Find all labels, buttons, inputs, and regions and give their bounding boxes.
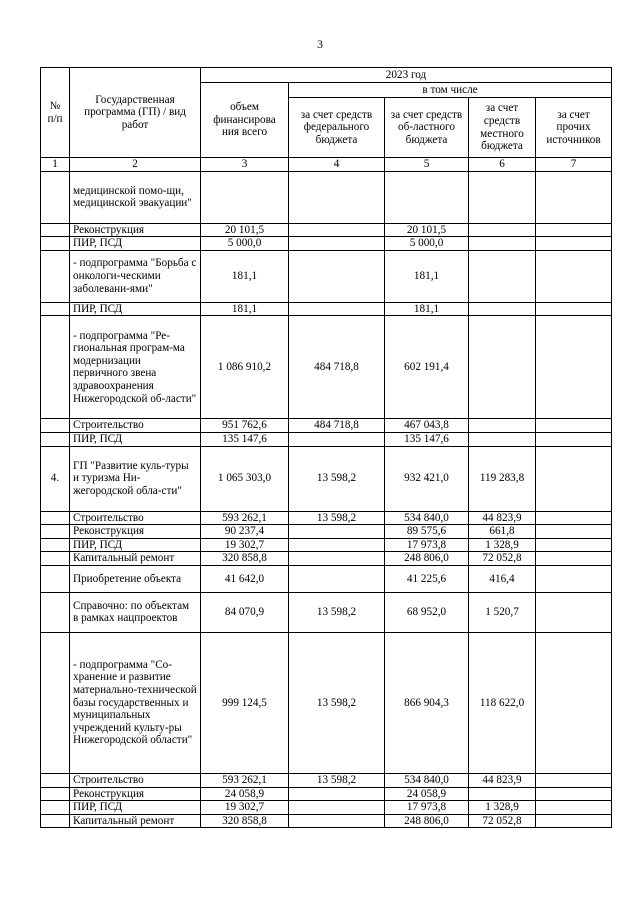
table-row (41, 511, 612, 525)
row-number: 4. (41, 446, 70, 511)
header-total: объем финансирова ния всего (201, 83, 289, 158)
row-name: ПИР, ПСД (70, 237, 201, 251)
row-name: ГП "Развитие куль-туры и туризма Ни-жегородской обла-сти" (70, 446, 201, 511)
cell-total: 320 858,8 (201, 552, 289, 566)
table-row (41, 538, 612, 552)
cell-local (469, 787, 536, 801)
row-number (41, 632, 70, 773)
cell-local (469, 316, 536, 419)
row-number (41, 223, 70, 237)
cell-other (536, 801, 612, 815)
cell-other (536, 302, 612, 316)
cell-regional: 181,1 (385, 250, 469, 302)
cell-federal (289, 814, 385, 828)
table-row (41, 171, 612, 223)
cell-local: 72 052,8 (469, 552, 536, 566)
table-row (41, 432, 612, 446)
row-number (41, 316, 70, 419)
cell-other (536, 250, 612, 302)
row-name: Строительство (70, 511, 201, 525)
cell-total: 20 101,5 (201, 223, 289, 237)
row-number (41, 814, 70, 828)
table-row (41, 814, 612, 828)
cell-other (536, 773, 612, 787)
col-number: 6 (469, 158, 536, 172)
cell-total: 1 065 303,0 (201, 446, 289, 511)
cell-regional: 20 101,5 (385, 223, 469, 237)
cell-regional: 17 973,8 (385, 538, 469, 552)
cell-regional (385, 171, 469, 223)
cell-total: 41 642,0 (201, 565, 289, 592)
row-name: - подпрограмма "Со-хранение и развитие материально-технической базы государственных и муниципальных учреждений культу-ры Нижегородской области" (70, 632, 201, 773)
row-number (41, 525, 70, 539)
cell-local (469, 250, 536, 302)
row-number (41, 538, 70, 552)
cell-other (536, 565, 612, 592)
cell-regional: 17 973,8 (385, 801, 469, 815)
cell-other (536, 223, 612, 237)
cell-local (469, 171, 536, 223)
cell-federal: 13 598,2 (289, 592, 385, 632)
row-name: Приобретение объекта (70, 565, 201, 592)
row-number (41, 511, 70, 525)
row-name: Капитальный ремонт (70, 552, 201, 566)
cell-local: 119 283,8 (469, 446, 536, 511)
cell-federal: 484 718,8 (289, 316, 385, 419)
cell-federal (289, 250, 385, 302)
cell-other (536, 432, 612, 446)
cell-federal: 13 598,2 (289, 773, 385, 787)
cell-federal (289, 171, 385, 223)
header-no: № п/п (41, 68, 70, 158)
cell-other (536, 446, 612, 511)
cell-local: 44 823,9 (469, 511, 536, 525)
cell-local (469, 223, 536, 237)
cell-local: 44 823,9 (469, 773, 536, 787)
row-name: - подпрограмма "Ре-гиональная програм-ма модернизации первичного звена здравоохранения Нижегородской об-ласти" (70, 316, 201, 419)
cell-other (536, 538, 612, 552)
table-row (41, 552, 612, 566)
col-number: 2 (70, 158, 201, 172)
cell-regional: 248 806,0 (385, 814, 469, 828)
cell-regional: 534 840,0 (385, 773, 469, 787)
row-name: ПИР, ПСД (70, 432, 201, 446)
cell-federal: 13 598,2 (289, 632, 385, 773)
cell-total: 1 086 910,2 (201, 316, 289, 419)
cell-other (536, 525, 612, 539)
row-name: медицинской помо-щи, медицинской эвакуации" (70, 171, 201, 223)
row-number (41, 592, 70, 632)
row-name: Реконструкция (70, 787, 201, 801)
cell-federal (289, 237, 385, 251)
cell-regional: 5 000,0 (385, 237, 469, 251)
row-number (41, 432, 70, 446)
cell-regional: 534 840,0 (385, 511, 469, 525)
row-number (41, 250, 70, 302)
cell-total: 135 147,6 (201, 432, 289, 446)
cell-total: 90 237,4 (201, 525, 289, 539)
table-row (41, 632, 612, 773)
cell-total: 19 302,7 (201, 538, 289, 552)
row-number (41, 552, 70, 566)
header-local: за счет средств местного бюджета (469, 98, 536, 158)
row-name: Строительство (70, 419, 201, 433)
cell-total: 593 262,1 (201, 773, 289, 787)
row-number (41, 565, 70, 592)
cell-regional: 467 043,8 (385, 419, 469, 433)
cell-total: 999 124,5 (201, 632, 289, 773)
col-number: 3 (201, 158, 289, 172)
cell-local (469, 419, 536, 433)
row-name: Реконструкция (70, 223, 201, 237)
row-name: Капитальный ремонт (70, 814, 201, 828)
col-number: 4 (289, 158, 385, 172)
table-row (41, 592, 612, 632)
cell-federal: 13 598,2 (289, 511, 385, 525)
cell-local: 118 622,0 (469, 632, 536, 773)
cell-local: 661,8 (469, 525, 536, 539)
table-row (41, 419, 612, 433)
cell-total (201, 171, 289, 223)
cell-local: 72 052,8 (469, 814, 536, 828)
cell-total: 5 000,0 (201, 237, 289, 251)
cell-total: 320 858,8 (201, 814, 289, 828)
table-row (41, 801, 612, 815)
row-number (41, 302, 70, 316)
cell-federal (289, 223, 385, 237)
cell-total: 181,1 (201, 302, 289, 316)
cell-regional: 135 147,6 (385, 432, 469, 446)
table-row (41, 237, 612, 251)
table-body (41, 171, 612, 828)
cell-local: 1 520,7 (469, 592, 536, 632)
cell-federal (289, 432, 385, 446)
row-number (41, 237, 70, 251)
cell-total: 593 262,1 (201, 511, 289, 525)
row-number (41, 171, 70, 223)
table-row (41, 773, 612, 787)
table-row (41, 223, 612, 237)
page-number: 3 (317, 37, 323, 51)
table-row (41, 302, 612, 316)
row-name: ПИР, ПСД (70, 538, 201, 552)
row-name: - подпрограмма "Борьба с онкологи-ческими заболевани-ями" (70, 250, 201, 302)
row-number (41, 419, 70, 433)
row-name: ПИР, ПСД (70, 302, 201, 316)
cell-regional: 181,1 (385, 302, 469, 316)
cell-total: 24 058,9 (201, 787, 289, 801)
row-number (41, 787, 70, 801)
header-other: за счет прочих источников (536, 98, 612, 158)
cell-total: 19 302,7 (201, 801, 289, 815)
cell-other (536, 511, 612, 525)
cell-regional: 248 806,0 (385, 552, 469, 566)
cell-regional: 24 058,9 (385, 787, 469, 801)
cell-federal (289, 552, 385, 566)
cell-local: 416,4 (469, 565, 536, 592)
header-regional: за счет средств об-ластного бюджета (385, 98, 469, 158)
cell-regional: 89 575,6 (385, 525, 469, 539)
cell-total: 951 762,6 (201, 419, 289, 433)
cell-federal (289, 538, 385, 552)
col-number: 7 (536, 158, 612, 172)
cell-regional: 602 191,4 (385, 316, 469, 419)
table-row (41, 565, 612, 592)
table-row (41, 787, 612, 801)
cell-local (469, 237, 536, 251)
cell-federal (289, 525, 385, 539)
row-name: ПИР, ПСД (70, 801, 201, 815)
cell-regional: 932 421,0 (385, 446, 469, 511)
table-row (41, 250, 612, 302)
cell-total: 84 070,9 (201, 592, 289, 632)
cell-federal (289, 565, 385, 592)
cell-other (536, 171, 612, 223)
cell-regional: 68 952,0 (385, 592, 469, 632)
cell-regional: 866 904,3 (385, 632, 469, 773)
cell-other (536, 552, 612, 566)
cell-total: 181,1 (201, 250, 289, 302)
header-program: Государственная программа (ГП) / вид работ (70, 68, 201, 158)
table-row (41, 316, 612, 419)
row-number (41, 801, 70, 815)
cell-federal (289, 302, 385, 316)
row-name: Строительство (70, 773, 201, 787)
col-number: 1 (41, 158, 70, 172)
cell-other (536, 592, 612, 632)
header-year: 2023 год (201, 68, 612, 83)
cell-federal (289, 801, 385, 815)
row-number (41, 773, 70, 787)
cell-local: 1 328,9 (469, 801, 536, 815)
cell-local: 1 328,9 (469, 538, 536, 552)
cell-other (536, 787, 612, 801)
row-name: Справочно: по объектам в рамках нацпроектов (70, 592, 201, 632)
cell-other (536, 316, 612, 419)
cell-federal (289, 787, 385, 801)
cell-federal: 13 598,2 (289, 446, 385, 511)
cell-other (536, 237, 612, 251)
col-number: 5 (385, 158, 469, 172)
header-including: в том числе (289, 83, 612, 98)
financing-table (40, 67, 612, 828)
cell-local (469, 302, 536, 316)
cell-regional: 41 225,6 (385, 565, 469, 592)
row-name: Реконструкция (70, 525, 201, 539)
header-federal: за счет средств федерального бюджета (289, 98, 385, 158)
cell-federal: 484 718,8 (289, 419, 385, 433)
table-row (41, 525, 612, 539)
cell-local (469, 432, 536, 446)
cell-other (536, 632, 612, 773)
cell-other (536, 419, 612, 433)
cell-other (536, 814, 612, 828)
table-row (41, 446, 612, 511)
